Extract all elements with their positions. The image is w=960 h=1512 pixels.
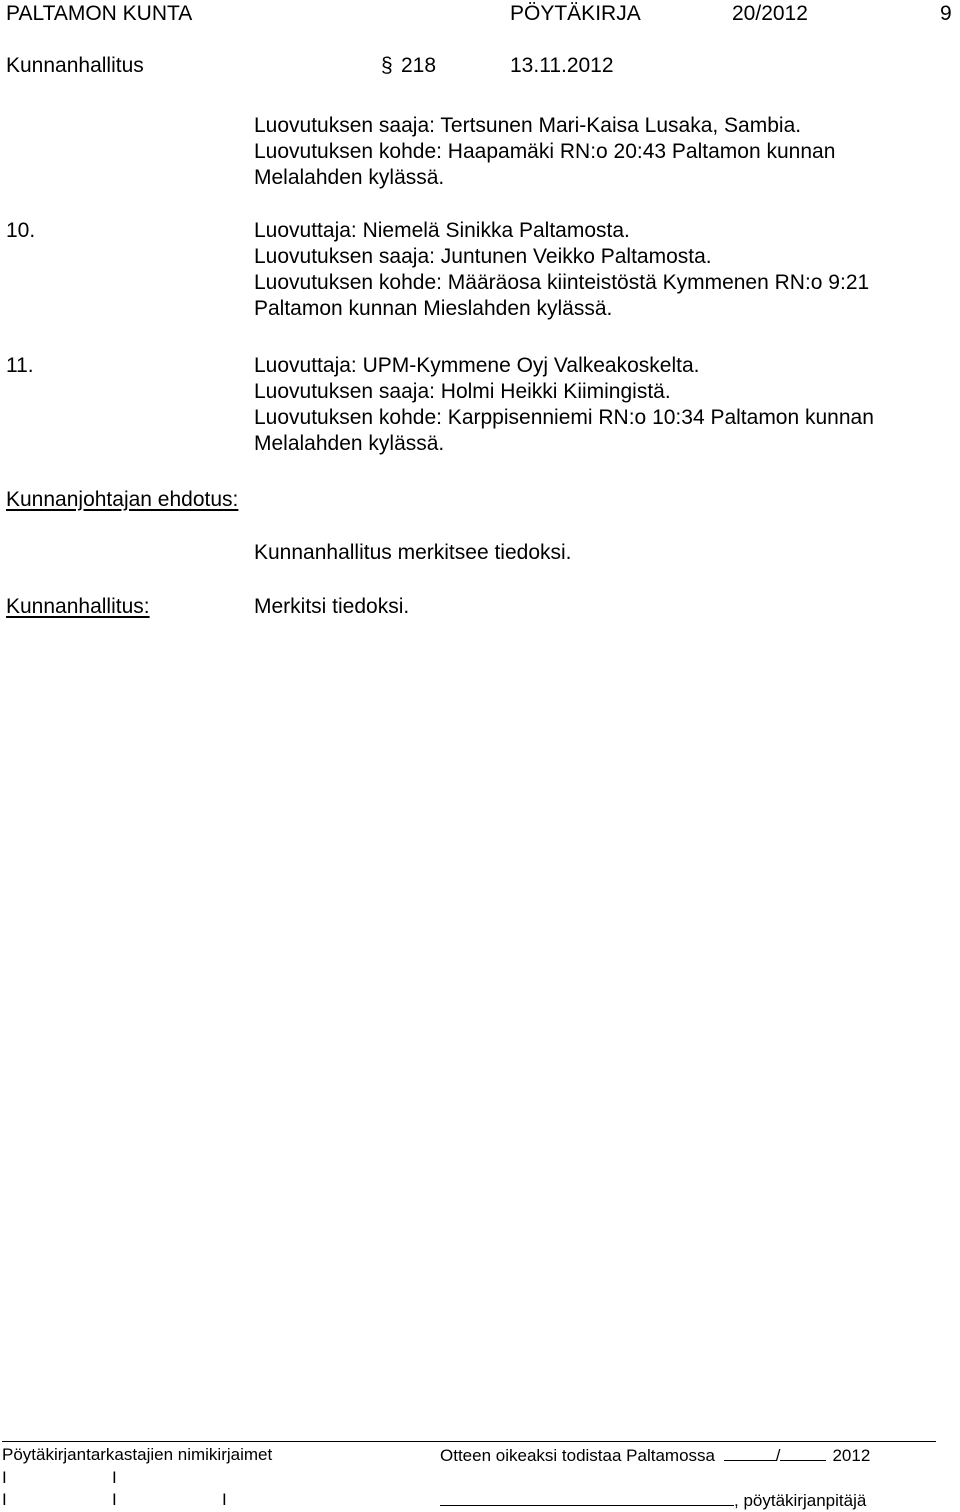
footer-divider: [2, 1441, 936, 1442]
secretary-blank: [440, 1489, 734, 1506]
organization-name: PALTAMON KUNTA: [6, 2, 193, 25]
entry-continued: [254, 113, 954, 191]
day-blank: [724, 1444, 776, 1461]
secretary-label: , pöytäkirjanpitäjä: [734, 1491, 867, 1510]
decision-text: Merkitsi tiedoksi.: [254, 595, 410, 618]
entry-line: Luovutuksen kohde: Määräosa kiinteistöstä Kymmenen RN:o 9:21: [254, 271, 870, 294]
secretary-signature: [440, 1489, 866, 1512]
certified-label: [440, 1444, 870, 1467]
signature-mark: I: [112, 1490, 117, 1509]
entry-line: Melalahden kylässä.: [254, 166, 445, 189]
entry-line: Luovutuksen kohde: Karppisenniemi RN:o 10:34 Paltamon kunnan: [254, 406, 874, 429]
entry-line: Luovuttaja: UPM-Kymmene Oyj Valkeakoskelta.: [254, 354, 700, 377]
meeting-body: Kunnanhallitus: [6, 54, 144, 77]
certified-text: Otteen oikeaksi todistaa Paltamossa: [440, 1446, 715, 1465]
month-blank: [780, 1444, 826, 1461]
certified-year: 2012: [832, 1446, 871, 1465]
decision-label: Kunnanhallitus:: [6, 595, 150, 618]
signature-mark: I: [222, 1490, 227, 1509]
entry-11: [254, 353, 954, 457]
entry-line: Melalahden kylässä.: [254, 432, 445, 455]
section-sign: §: [381, 54, 393, 77]
entry-number: 11.: [6, 354, 34, 377]
entry-line: Luovutuksen saaja: Juntunen Veikko Paltamosta.: [254, 245, 712, 268]
meeting-date: 13.11.2012: [510, 54, 614, 77]
date-separator: /: [775, 1446, 781, 1465]
entry-line: Luovutuksen saaja: Tertsunen Mari-Kaisa Lusaka, Sambia.: [254, 114, 802, 137]
entry-line: Paltamon kunnan Mieslahden kylässä.: [254, 297, 613, 320]
signature-mark: I: [2, 1490, 7, 1509]
proposal-text: Kunnanhallitus merkitsee tiedoksi.: [254, 541, 572, 564]
document-type: PÖYTÄKIRJA: [510, 2, 641, 25]
signature-mark: I: [112, 1468, 117, 1487]
signature-mark: I: [2, 1468, 7, 1487]
document-number: 20/2012: [732, 2, 808, 25]
signatures-label: Pöytäkirjantarkastajien nimikirjaimet: [2, 1445, 273, 1464]
entry-10: [254, 218, 954, 322]
entry-line: Luovuttaja: Niemelä Sinikka Paltamosta.: [254, 219, 630, 242]
entry-line: Luovutuksen kohde: Haapamäki RN:o 20:43 Paltamon kunnan: [254, 140, 836, 163]
entry-line: Luovutuksen saaja: Holmi Heikki Kiimingistä.: [254, 380, 671, 403]
entry-number: 10.: [6, 219, 36, 242]
section-number: 218: [401, 54, 437, 77]
page-number: 9: [940, 2, 952, 25]
proposal-label: Kunnanjohtajan ehdotus:: [6, 488, 239, 511]
